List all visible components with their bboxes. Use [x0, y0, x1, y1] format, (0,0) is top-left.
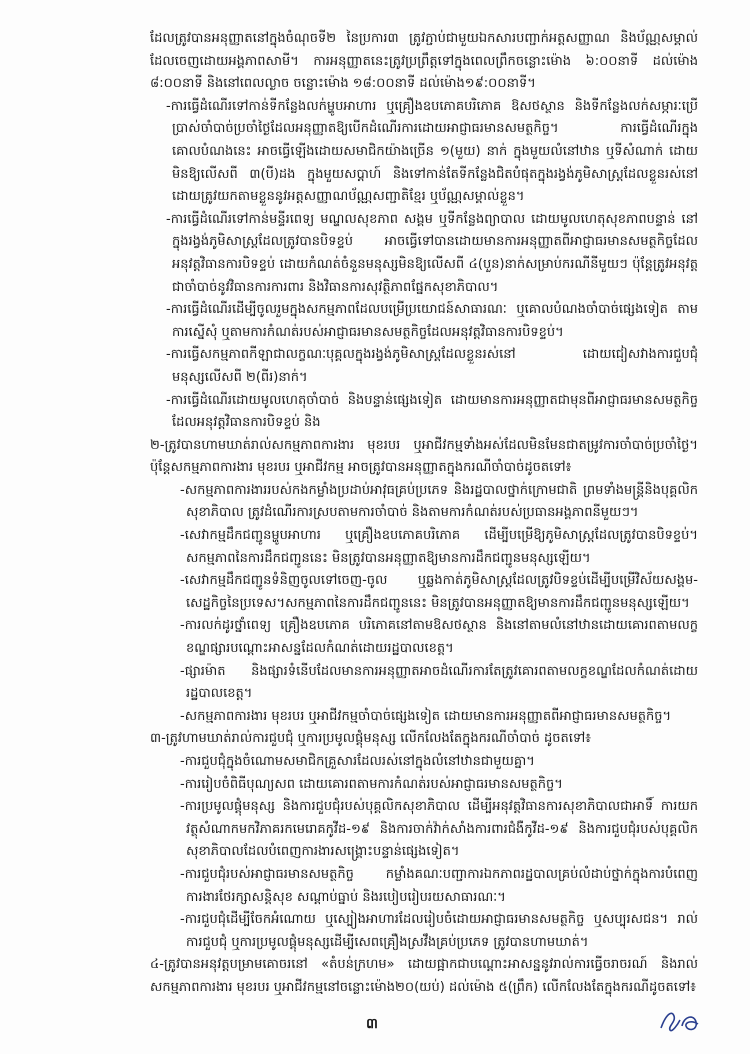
list-item-hospital-trip: -ការធ្វើដំណើរទៅកាន់មន្ទីរពេទ្យ មណ្ឌលសុខភាព សង្គម ឬទីកន្លែងព្យាបាល ដោយមូលហេតុសុខភាពបន្ទាន់ នៅក្នុងរង្វង់ភូមិសាស្ត្រដែលត្រូវបានបិទខ្ទប់ អាចធ្វើទៅបានដោយមានការអនុញ្ញាតពីអាជ្ញាធរមានសមត្ថកិច្ចដែលអនុវត្តវិធានការបិទខ្ទប់ ដោយកំណត់ចំនួនមនុស្សមិនឱ្យលើសពី ៤(បួន)នាក់សម្រាប់ករណីនីមួយៗ ប៉ុន្តែត្រូវអនុវត្តជាចាំបាច់នូវវិធានការការពារ និងវិធានការសុវត្ថិភាពផ្នែកសុខាភិបាល។ [166, 211, 698, 295]
paragraph-intro: ដែលត្រូវបានអនុញ្ញាតនៅក្នុងចំណុចទី២ នៃប្រការ៣ ត្រូវភ្ជាប់ជាមួយឯកសារបញ្ជាក់អត្តសញ្ញាណ និងប័ណ្ណសម្គាល់ដែលចេញដោយអង្គភាពសាមី។ ការអនុញ្ញាតនេះត្រូវប្រព្រឹត្តទៅក្នុងពេលព្រឹកចន្លោះម៉ោង ៦:០០នាទី ដល់ម៉ោង ៨:០០នាទី និងនៅពេលល្ងាច ចន្លោះម៉ោង ១៨:០០នាទី ដល់ម៉ោង១៩:០០នាទី។ [150, 31, 698, 92]
list-item-sport: -ការធ្វើសកម្មភាពកីឡាជាលក្ខណៈបុគ្គលក្នុងរង្វង់ភូមិសាស្ត្រដែលខ្លួនរស់នៅ ដោយជៀសវាងការជួបជុំមនុស្សលើសពី ២(ពីរ)នាក់។ [166, 347, 698, 385]
section-3-heading: ៣-ត្រូវហាមឃាត់រាល់ការជួបជុំ ឬការប្រមូលផ្ដុំមនុស្ស លើកលែងតែក្នុងករណីចាំបាច់ ដូចតទៅ៖ [150, 731, 591, 747]
page-number: ៣ [366, 1016, 378, 1032]
list-item-food-delivery: -សេវាកម្មដឹកជញ្ជូនម្ហូបអាហារ ឬគ្រឿងឧបភោគបរិភោគ ដើម្បីបម្រើឱ្យភូមិសាស្ត្រដែលត្រូវបានបិទខ្ទប់។ សកម្មភាពនៃការដឹកជញ្ជូននេះ មិនត្រូវបានអនុញ្ញាតឱ្យមានការដឹកជញ្ជូនមនុស្សឡើយ។ [180, 528, 698, 566]
list-item-market-trip: -ការធ្វើដំណើរទៅកាន់ទីកន្លែងលក់ម្ហូបអាហារ ឬគ្រឿងឧបភោគបរិភោគ ឱសថស្ថាន និងទីកន្លែងលក់សម្ភារៈប្រើប្រាស់ចាំបាច់ប្រចាំថ្ងៃដែលអនុញ្ញាតឱ្យបើកដំណើរការដោយអាជ្ញាធរមានសមត្ថកិច្ច។ ការធ្វើដំណើរក្នុងគោលបំណងនេះ អាចធ្វើឡើងដោយសមាជិកយ៉ាងច្រើន ១(មួយ) នាក់ ក្នុងមួយលំនៅឋាន ឬទីសំណាក់ ដោយមិនឱ្យលើសពី ៣(បី)ដង ក្នុងមួយសប្ដាហ៍ និងទៅកាន់តែទីកន្លែងជិតបំផុតក្នុងរង្វង់ភូមិសាស្ត្រដែលខ្លួនរស់នៅ ដោយត្រូវយកតាមខ្លួននូវអត្តសញ្ញាណប័ណ្ណសញ្ជាតិខ្មែរ ឬប័ណ្ណសម្គាល់ខ្លួន។ [166, 98, 698, 205]
list-item-authorities: -ការជួបជុំរបស់អាជ្ញាធរមានសមត្ថកិច្ច កម្លាំងគណៈបញ្ជាការឯកភាពរដ្ឋបាលគ្រប់លំដាប់ថ្នាក់ក្នុងការបំពេញការងារថែរក្សាសន្តិសុខ សណ្ដាប់ធ្នាប់ និងរបៀបរៀបរយសាធារណៈ។ [180, 866, 698, 905]
list-item-family: -ការជួបជុំក្នុងចំណោមសមាជិកគ្រួសារដែលរស់នៅក្នុងលំនៅឋានជាមួយគ្នា។ [180, 754, 535, 769]
list-item-pharmacy: -ការលក់ដូរថ្នាំពេទ្យ គ្រឿងឧបភោគ បរិភោគនៅតាមឱសថស្ថាន និងនៅតាមលំនៅឋានដោយគោរពតាមលក្ខខណ្ឌផ្សារបណ្ដោះអាសន្នដែលកំណត់ដោយរដ្ឋបាលខេត្ត។ [180, 618, 698, 657]
list-item-donations: -ការជួបជុំដើម្បីចែកអំណោយ ឬស្បៀងអាហារដែលរៀបចំដោយអាជ្ញាធរមានសមត្ថកិច្ច ឬសប្បុរសជន។ រាល់ការជួបជុំ ឬការប្រមូលផ្ដុំមនុស្សដើម្បីសេពគ្រឿងស្រវឹងគ្រប់ប្រភេទ ត្រូវបានហាមឃាត់។ [180, 912, 698, 950]
list-item-funeral: -ការរៀបចំពិធីបុណ្យសព ដោយគោរពតាមការកំណត់របស់អាជ្ញាធរមានសមត្ថកិច្ច។ [180, 776, 563, 792]
list-item-health-staff: -ការប្រមូលផ្ដុំមនុស្ស និងការជួបជុំរបស់បុគ្គលិកសុខាភិបាល ដើម្បីអនុវត្តវិធានការសុខាភិបាលជាអាទិ៍ ការយកវត្ថុសំណាកមកវិភាគរកមេរោគកូវីដ-១៩ និងការចាក់វ៉ាក់សាំងការពារជំងឺកូវីដ-១៩ និងការជួបជុំរបស់បុគ្គលិកសុខាភិបាលដែលបំពេញការងារសង្គ្រោះបន្ទាន់ផ្សេងទៀត។ [180, 799, 698, 860]
list-item-goods-transport: -សេវាកម្មដឹកជញ្ជូនទំនិញចូលទៅចេញ-ចូល ឬឆ្លងកាត់ភូមិសាស្ត្រដែលត្រូវបិទខ្ទប់ដើម្បីបម្រើវិស័យសង្គម-សេដ្ឋកិច្ចនៃប្រទេស។សកម្មភាពនៃការដឹកជញ្ជូននេះ មិនត្រូវបានអនុញ្ញាតឱ្យមានការដឹកជញ្ជូនមនុស្សឡើយ។ [180, 573, 698, 611]
list-item-other-business: -សកម្មភាពការងារ មុខរបរ ឬអាជីវកម្មចាំបាច់ផ្សេងទៀត ដោយមានការអនុញ្ញាតពីអាជ្ញាធរមានសមត្ថកិច្ច។ [180, 708, 672, 724]
signature-initials-icon [658, 1002, 702, 1036]
section-2-heading: ២-ត្រូវបានហាមឃាត់រាល់សកម្មភាពការងារ មុខរបរ ឬអាជីវកម្មទាំងអស់ដែលមិនមែនជាតម្រូវការចាំបាច់ប្រចាំថ្ងៃ។ ប៉ុន្តែសកម្មភាពការងារ មុខរបរ ឬអាជីវកម្ម អាចត្រូវបានអនុញ្ញាតក្នុងករណីចាំបាច់ដូចតទៅ៖ [150, 437, 698, 476]
list-item-public-service: -ការធ្វើដំណើរដើម្បីចូលរួមក្នុងសកម្មភាពដែលបម្រើប្រយោជន៍សាធារណៈ ឬគោលបំណងចាំបាច់ផ្សេងទៀត តាមការស្នើសុំ ឬតាមការកំណត់របស់អាជ្ញាធរមានសមត្ថកិច្ចដែលអនុវត្តវិធានការបិទខ្ទប់។ [166, 302, 698, 340]
list-item-urgent-trip: -ការធ្វើដំណើរដោយមូលហេតុចាំបាច់ និងបន្ទាន់ផ្សេងទៀត ដោយមានការអនុញ្ញាតជាមុនពីអាជ្ញាធរមានសមត្ថកិច្ចដែលអនុវត្តវិធានការបិទខ្ទប់ និង [166, 392, 698, 431]
document-body [150, 28, 698, 1000]
list-item-supermarket: -ផ្សារម៉ាត និងផ្សារទំនើបដែលមានការអនុញ្ញាតអាចដំណើរការតែត្រូវគោរពតាមលក្ខខណ្ឌដែលកំណត់ដោយរដ្ឋបាលខេត្ត។ [180, 663, 698, 702]
section-4-heading: ៤-ត្រូវបានអនុវត្តបម្រាមគោចរនៅ «តំបន់ក្រហម» ដោយផ្អាកជាបណ្ដោះអាសន្ននូវរាល់ការធ្វើចរាចរណ៍ និងរាល់សកម្មភាពការងារ មុខរបរ ឬអាជីវកម្មនៅចន្លោះម៉ោង២០(យប់) ដល់ម៉ោង ៥(ព្រឹក) លើកលែងតែក្នុងករណីដូចតទៅ៖ [150, 957, 698, 995]
list-item-armed-forces: -សកម្មភាពការងាររបស់កងកម្លាំងប្រដាប់អាវុធគ្រប់ប្រភេទ និងរដ្ឋបាលថ្នាក់ក្រោមជាតិ ព្រមទាំងមន្ត្រីនិងបុគ្គលិកសុខាភិបាល ត្រូវដំណើរការស្របតាមការចាំបាច់ និងតាមការកំណត់របស់ប្រធានអង្គភាពនីមួយៗ។ [180, 482, 698, 521]
